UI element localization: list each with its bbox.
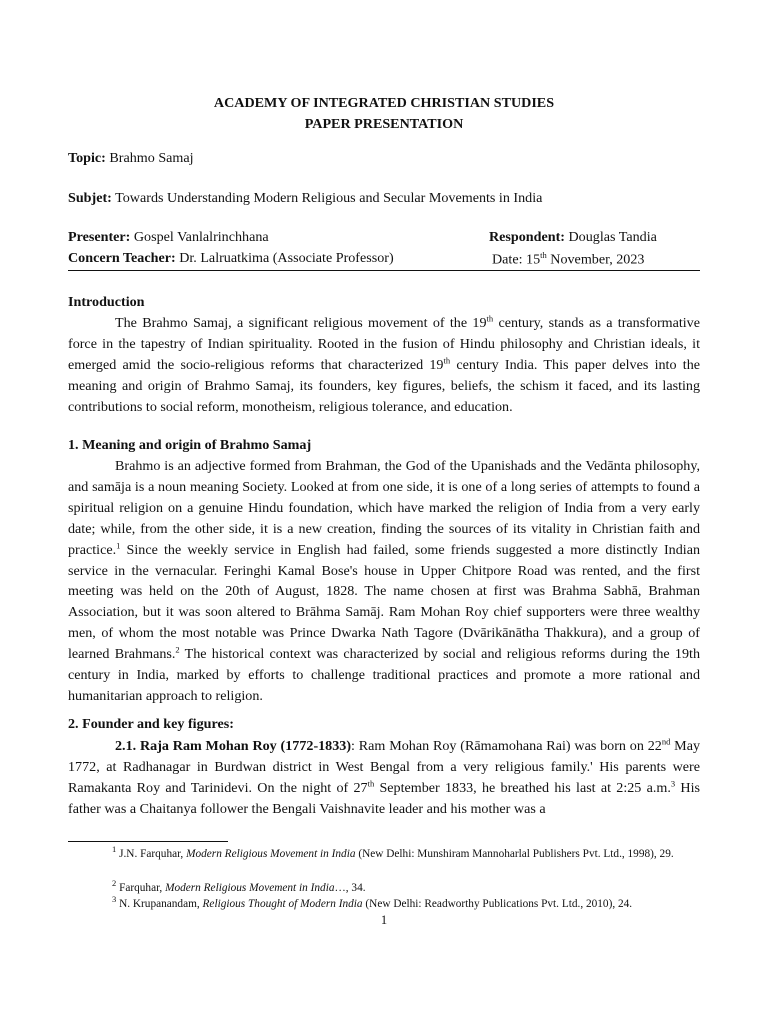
date-line [492,250,644,269]
section2-text-3: September 1833, he breathed his last at 2:25 a.m. [374,779,671,796]
footnote-3-title: Religious Thought of Modern India [202,898,363,910]
section1-heading: 1. Meaning and origin of Brahmo Samaj [68,437,312,453]
footnote-3-pre: N. Krupanandam, [116,898,203,910]
footnote-ref-3: 3 [670,778,676,789]
footnote-1-pre: J.N. Farquhar, [116,848,187,860]
intro-text-2: century, stands as a transformative force in the tapestry of Indian spirituality. Rooted in the fusion of Hindu philosophy and Christian ideals, it emerged amid the socio-religious reforms that characterized 19 [68,315,700,373]
intro-sup-1: th [486,313,494,324]
teacher-line [68,250,394,267]
teacher-value: Dr. Lalruatkima (Associate Professor) [179,250,394,266]
presenter-value: Gospel Vanlalrinchhana [133,229,269,245]
respondent-label: Respondent: [489,229,565,245]
page-number: 1 [380,913,388,927]
introduction-paragraph [68,313,700,418]
document-type-title: PAPER PRESENTATION [304,116,464,132]
section1-text-3: The historical context was characterized by social and religious reforms during the 19th century in India, marked by efforts to challenge traditional practices and promote a more rational and humanitarian approach to religion. [68,646,700,704]
presenter-label: Presenter: [68,229,131,245]
intro-text-1: The Brahmo Samaj, a significant religious movement of the 19 [115,315,487,331]
footnote-2-number: 2 [112,878,117,889]
section2-paragraph [68,736,700,820]
footnote-2-post: …, 34. [334,882,366,894]
topic-label: Topic: [68,150,106,166]
intro-text-3: century India. This paper delves into the meaning and origin of Brahmo Samaj, its founders, key figures, beliefs, the schism it faced, and its lasting contributions to social reform, monotheism, religious tolerance, and education. [68,356,700,415]
footnote-2-title: Modern Religious Movement in India [165,882,335,894]
footnote-2-pre: Farquhar, [116,882,166,894]
footnote-ref-1: 1 [116,539,121,550]
topic-value: Brahmo Samaj [109,150,194,166]
topic-line [68,150,194,167]
footnote-1-post: (New Delhi: Munshiram Mannoharlal Publishers Pvt. Ltd., 1998), 29. [355,848,674,860]
section1-paragraph [68,456,700,707]
footnote-1-title: Modern Religious Movement in India [186,848,356,860]
institution-title: ACADEMY OF INTEGRATED CHRISTIAN STUDIES [213,95,555,111]
footnote-ref-2: 2 [175,644,180,655]
footnote-3 [68,895,700,913]
subsection-heading: 2.1. Raja Ram Mohan Roy (1772-1833) [115,738,352,754]
section2-text-2: May 1772, at Radhanagar in Burdwan district in West Bengal from a very religious family.' His parents were Ramakanta Roy and Tarinidevi. On the night of 27 [68,738,700,796]
subject-label: Subjet: [68,190,112,206]
date-rest: November, 2023 [546,251,645,268]
subject-line [68,190,542,207]
footnote-divider [68,841,228,842]
footnote-1 [68,845,700,863]
footnote-3-post: (New Delhi: Readworthy Publications Pvt. Ltd., 2010), 24. [362,898,633,910]
header-divider [68,270,700,271]
respondent-value: Douglas Tandia [568,229,657,245]
section2-sup-1: nd [661,736,671,747]
footnote-3-number: 3 [112,894,117,905]
intro-sup-2: th [443,355,451,366]
respondent-line [489,229,657,246]
presenter-line [68,229,269,246]
subject-value: Towards Understanding Modern Religious and Secular Movements in India [115,190,543,206]
section1-text-2: Since the weekly service in English had failed, some friends suggested a more distinctly Indian service in the vernacular. Feringhi Kamal Bose's house in Upper Chitpore Road was rented, and the first meeting was held on the 20th of August, 1828. The name chosen at first was Brahma Sabhā, Brahman Association, but it was soon altered to Brāhma Samāj. Ram Mohan Roy chief supporters were three wealthy men, of whom the most notable was Prince Dwarka Nath Tagore (Dvārikānātha Thakkura), and a group of learned Brahmans. [68,541,700,663]
section1-text-1: Brahmo is an adjective formed from Brahman, the God of the Upanishads and the Vedānta philosophy, and samāja is a noun meaning Society. Looked at from one side, it is one of a long series of attempts to found a spiritual religion on a genuine Hindu foundation, which have marked the religion of India from a very early date; while, from the other side, it is a new creation, finding the sources of its vitality in Christian faith and practice. [68,458,700,558]
section2-text-4: His father was a Chaitanya follower the Bengali Vaishnavite leader and his mother was a [68,779,700,817]
section2-sup-2: th [367,778,375,789]
section2-text-1: : Ram Mohan Roy (Rāmamohana Rai) was born on 22 [351,738,662,754]
date-label: Date: 15 [492,251,541,268]
teacher-label: Concern Teacher: [68,250,176,266]
footnote-1-number: 1 [112,844,117,855]
section2-heading: 2. Founder and key figures: [68,716,234,732]
introduction-heading: Introduction [68,294,145,310]
date-suffix: th [540,250,547,260]
